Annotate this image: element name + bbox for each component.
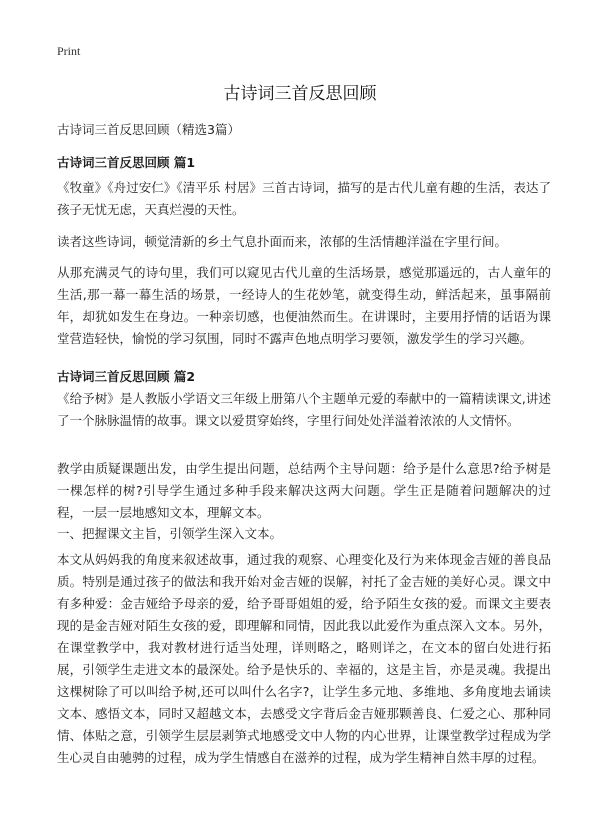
print-link[interactable]: Print: [57, 44, 81, 58]
paragraph: 一、把握课文主旨，引领学生深入文本。: [57, 526, 283, 541]
section-heading-2: 古诗词三首反思回顾 篇2: [57, 369, 196, 384]
paragraph: 读者这些诗词，顿觉清新的乡土气息扑面而来，浓郁的生活情趣洋溢在字里行间。: [57, 234, 508, 249]
document-subtitle: 古诗词三首反思回顾（精选3篇）: [57, 122, 240, 137]
paragraph: 从那充满灵气的诗句里，我们可以窥见古代儿童的生活场景，感觉那遥远的，古人童年的生活,那一幕一幕生活的场景，一经诗人的生花妙笔，就变得生动，鲜活起来，虽事隔前年，却犹如发生在身边。一种亲切感，也便油然而生。在讲课时，主要用抒情的话语为课堂营造轻快，愉悦的学习氛围，同时不露声色地点明学习要领，激发学生的学习兴趣。: [57, 265, 551, 346]
paragraph: 《给予树》是人教版小学语文三年级上册第八个主题单元爱的奉献中的一篇精读课文,讲述了一个脉脉温情的故事。课文以爱贯穿始终，字里行间处处洋溢着浓浓的人文情怀。: [57, 391, 551, 428]
document-title: 古诗词三首反思回顾: [223, 84, 377, 104]
paragraph: 本文从妈妈我的角度来叙述故事，通过我的观察、心理变化及行为来体现金吉娅的善良品质。特别是通过孩子的做法和我开始对金吉娅的误解，衬托了金吉娅的美好心灵。课文中有多种爱：金吉娅给予母亲的爱，给予哥哥姐姐的爱，给予陌生女孩的爱。而课文主要表现的是金吉娅对陌生女孩的爱，即理解和同情，因此我以此爱作为重点深入文本。另外，在课堂教学中，我对教材进行适当处理，详则略之，略则详之，在文本的留白处进行拓展，引领学生走进文本的最深处。给予是快乐的、幸福的，这是主旨，亦是灵魂。我提出这棵树除了可以叫给予树,还可以叫什么名字?，让学生多元地、多维地、多角度地去诵读文本、感悟文本，同时又超越文本，去感受文字背后金吉娅那颗善良、仁爱之心、那种同情、体贴之意，引领学生层层剥笋式地感受文中人物的内心世界，让课堂教学过程成为学生心灵自由驰骋的过程，成为学生情感自在滋养的过程，成为学生精神自然丰厚的过程。: [57, 552, 551, 765]
paragraph: 《牧童》《舟过安仁》《清平乐 村居》三首古诗词，描写的是古代儿童有趣的生活，表达了孩子无忧无虑，天真烂漫的天性。: [57, 180, 551, 217]
section-heading-1: 古诗词三首反思回顾 篇1: [57, 155, 196, 170]
paragraph: 教学由质疑课题出发，由学生提出问题，总结两个主导问题：给予是什么意思?给予树是一棵怎样的树?引导学生通过多种手段来解决这两大问题。学生正是随着问题解决的过程，一层一层地感知文本，理解文本。: [57, 461, 551, 520]
